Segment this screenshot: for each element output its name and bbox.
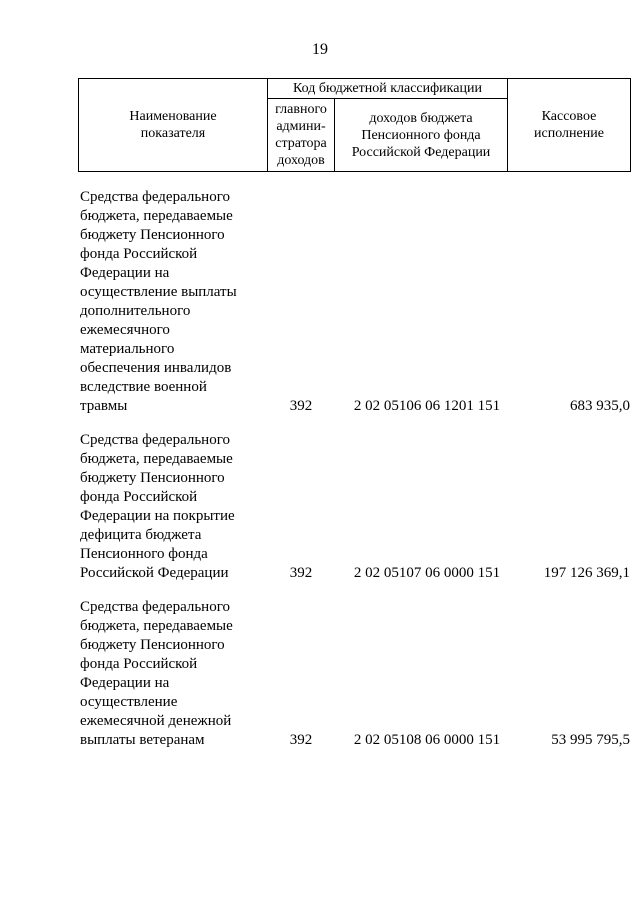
header-revenue-code-column: доходов бюджета Пенсионного фонда Российской Федерации: [335, 99, 508, 172]
row-budget-code: 2 02 05107 06 0000 151: [353, 565, 501, 581]
header-code-group: Код бюджетной классификации: [268, 79, 508, 99]
row-name: Средства федерального бюджета, передаваемые бюджету Пенсионного фонда Российской Федерации на осуществление выплаты дополнительного ежемесячного материального обеспечения инвалидов вследствие военной травмы: [80, 189, 237, 414]
row-budget-code: 2 02 05108 06 0000 151: [353, 732, 501, 748]
row-name: Средства федерального бюджета, передаваемые бюджету Пенсионного фонда Российской Федерации на покрытие дефицита бюджета Пенсионного фонда Российской Федерации: [80, 432, 235, 581]
row-amount: 197 126 369,1: [543, 565, 630, 581]
row-admin-code: 392: [289, 398, 313, 414]
page-number: 19: [312, 41, 328, 58]
table-row: [80, 188, 630, 416]
table-row: [80, 598, 630, 750]
row-admin-code: 392: [289, 565, 313, 581]
table-row: [80, 431, 630, 583]
header-name-column: Наименование показателя: [79, 79, 268, 172]
table-header: [78, 78, 631, 172]
row-amount: 53 995 795,5: [551, 732, 630, 748]
header-admin-column: главного админи- стратора доходов: [268, 99, 335, 172]
row-name: Средства федерального бюджета, передаваемые бюджету Пенсионного фонда Российской Федерации на осуществление ежемесячной денежной выплаты ветеранам: [80, 599, 233, 748]
table-body: [80, 188, 630, 750]
row-amount: 683 935,0: [570, 398, 630, 414]
row-budget-code: 2 02 05106 06 1201 151: [353, 398, 501, 414]
header-execution-column: Кассовое исполнение: [508, 79, 631, 172]
row-admin-code: 392: [289, 732, 313, 748]
